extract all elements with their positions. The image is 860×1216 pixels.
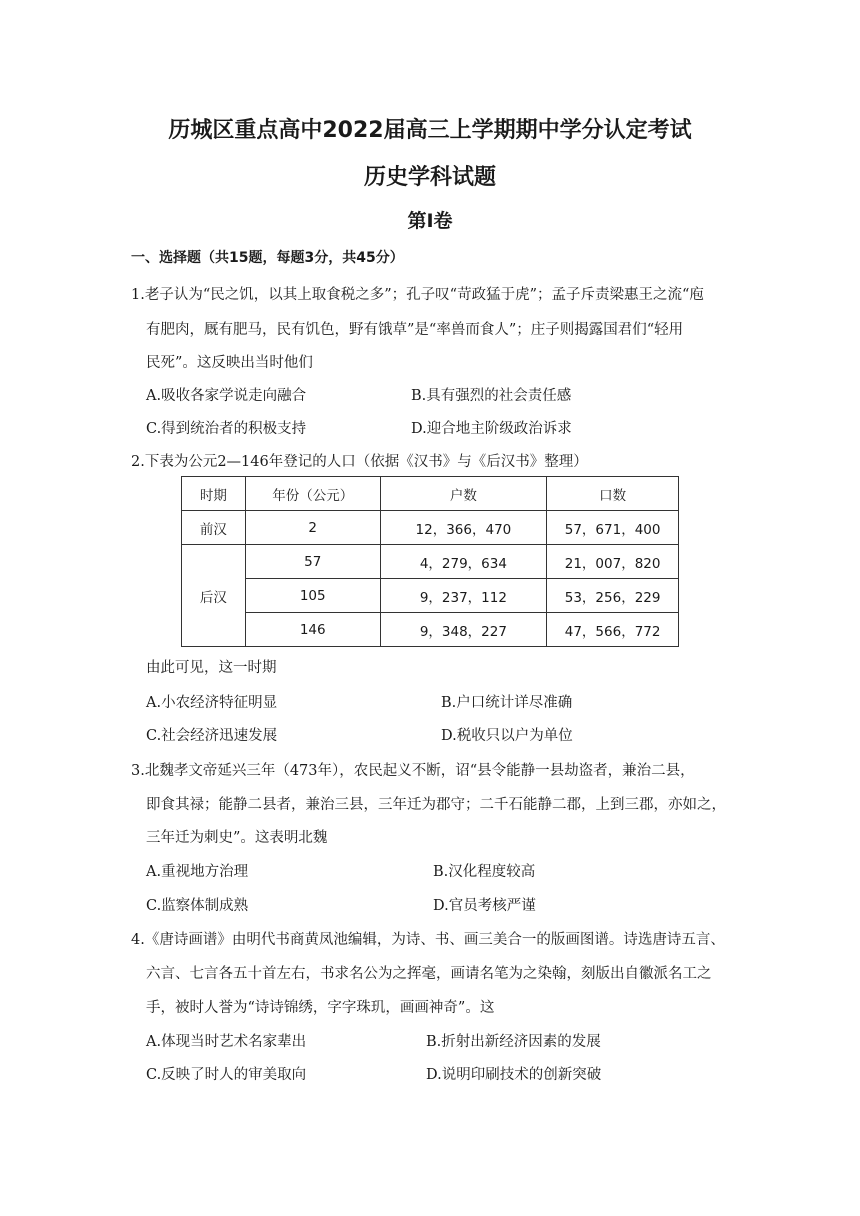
question-2-after: 由此可见，这一时期 bbox=[146, 660, 277, 676]
question-1-option-a[interactable]: A.吸收各家学说走向融合 bbox=[146, 388, 307, 404]
table-cell-year: 105 bbox=[245, 579, 380, 613]
table-cell-period: 后汉 bbox=[182, 545, 246, 647]
question-1-option-b[interactable]: B.具有强烈的社会责任感 bbox=[411, 388, 572, 404]
table-cell-population: 21，007，820 bbox=[547, 545, 679, 579]
table-cell-households: 9，237，112 bbox=[380, 579, 547, 613]
question-1-option-d[interactable]: D.迎合地主阶级政治诉求 bbox=[411, 421, 572, 437]
question-3-option-d[interactable]: D.官员考核严谨 bbox=[433, 898, 536, 914]
question-3-option-b[interactable]: B.汉化程度较高 bbox=[433, 864, 536, 880]
table-header-population: 口数 bbox=[547, 477, 679, 511]
table-cell-population: 47，566，772 bbox=[547, 613, 679, 647]
table-row bbox=[182, 511, 679, 545]
exam-title: 历城区重点高中2022届高三上学期期中学分认定考试 bbox=[168, 118, 692, 143]
table-cell-population: 57，671，400 bbox=[547, 511, 679, 545]
question-3-line-1: 3.北魏孝文帝延兴三年（473年），农民起义不断，诏“县令能静一县劫盗者，兼治二县， bbox=[131, 763, 695, 779]
question-4-line-2: 六言、七言各五十首左右，书求名公为之挥毫，画请名笔为之染翰，刻版出自徽派名工之 bbox=[146, 966, 712, 982]
table-header-period: 时期 bbox=[182, 477, 246, 511]
table-row bbox=[182, 613, 679, 647]
question-4-line-1: 4.《唐诗画谱》由明代书商黄凤池编辑，为诗、书、画三美合一的版画图谱。诗选唐诗五言、 bbox=[131, 932, 725, 948]
table-header-year: 年份（公元） bbox=[245, 477, 380, 511]
question-3-option-a[interactable]: A.重视地方治理 bbox=[146, 864, 249, 880]
table-row bbox=[182, 545, 679, 579]
table-cell-population: 53，256，229 bbox=[547, 579, 679, 613]
question-2-option-b[interactable]: B.户口统计详尽准确 bbox=[441, 695, 573, 711]
question-4-option-a[interactable]: A.体现当时艺术名家辈出 bbox=[146, 1034, 307, 1050]
question-2-option-d[interactable]: D.税收只以户为单位 bbox=[441, 728, 573, 744]
question-3-line-3: 三年迁为刺史”。这表明北魏 bbox=[146, 830, 328, 846]
question-4-line-3: 手，被时人誉为“诗诗锦绣，字字珠玑，画画神奇”。这 bbox=[146, 1000, 495, 1016]
question-3-line-2: 即食其禄；能静二县者，兼治三县，三年迁为郡守；二千石能静二郡，上到三郡，亦如之， bbox=[146, 797, 726, 813]
table-row bbox=[182, 579, 679, 613]
section-heading: 一、选择题（共15题，每题3分，共45分） bbox=[131, 250, 404, 266]
question-4-option-b[interactable]: B.折射出新经济因素的发展 bbox=[426, 1034, 601, 1050]
table-cell-year: 2 bbox=[245, 511, 380, 545]
question-4-option-d[interactable]: D.说明印刷技术的创新突破 bbox=[426, 1067, 602, 1083]
table-cell-year: 146 bbox=[245, 613, 380, 647]
table-cell-households: 4，279，634 bbox=[380, 545, 547, 579]
exam-subtitle: 历史学科试题 bbox=[363, 165, 496, 190]
population-table bbox=[181, 476, 679, 647]
table-header-households: 户数 bbox=[380, 477, 547, 511]
question-1-option-c[interactable]: C.得到统治者的积极支持 bbox=[146, 421, 307, 437]
question-4-option-c[interactable]: C.反映了时人的审美取向 bbox=[146, 1067, 307, 1083]
question-1-line-1: 1.老子认为“民之饥，以其上取食税之多”；孔子叹“苛政猛于虎”；孟子斥责梁惠王之流“庖 bbox=[131, 287, 704, 303]
table-cell-year: 57 bbox=[245, 545, 380, 579]
table-cell-period: 前汉 bbox=[182, 511, 246, 545]
table-cell-households: 9，348，227 bbox=[380, 613, 547, 647]
question-1-line-3: 民死”。这反映出当时他们 bbox=[146, 355, 313, 371]
volume-label: 第Ⅰ卷 bbox=[407, 210, 453, 232]
question-1-line-2: 有肥肉，厩有肥马，民有饥色，野有饿草”是“率兽而食人”；庄子则揭露国君们“轻用 bbox=[146, 322, 684, 338]
question-2-option-c[interactable]: C.社会经济迅速发展 bbox=[146, 728, 278, 744]
question-2-line-1: 2.下表为公元2—146年登记的人口（依据《汉书》与《后汉书》整理） bbox=[131, 454, 588, 470]
question-3-option-c[interactable]: C.监察体制成熟 bbox=[146, 898, 249, 914]
table-cell-households: 12，366，470 bbox=[380, 511, 547, 545]
table-header-row bbox=[182, 477, 679, 511]
question-2-option-a[interactable]: A.小农经济特征明显 bbox=[146, 695, 278, 711]
